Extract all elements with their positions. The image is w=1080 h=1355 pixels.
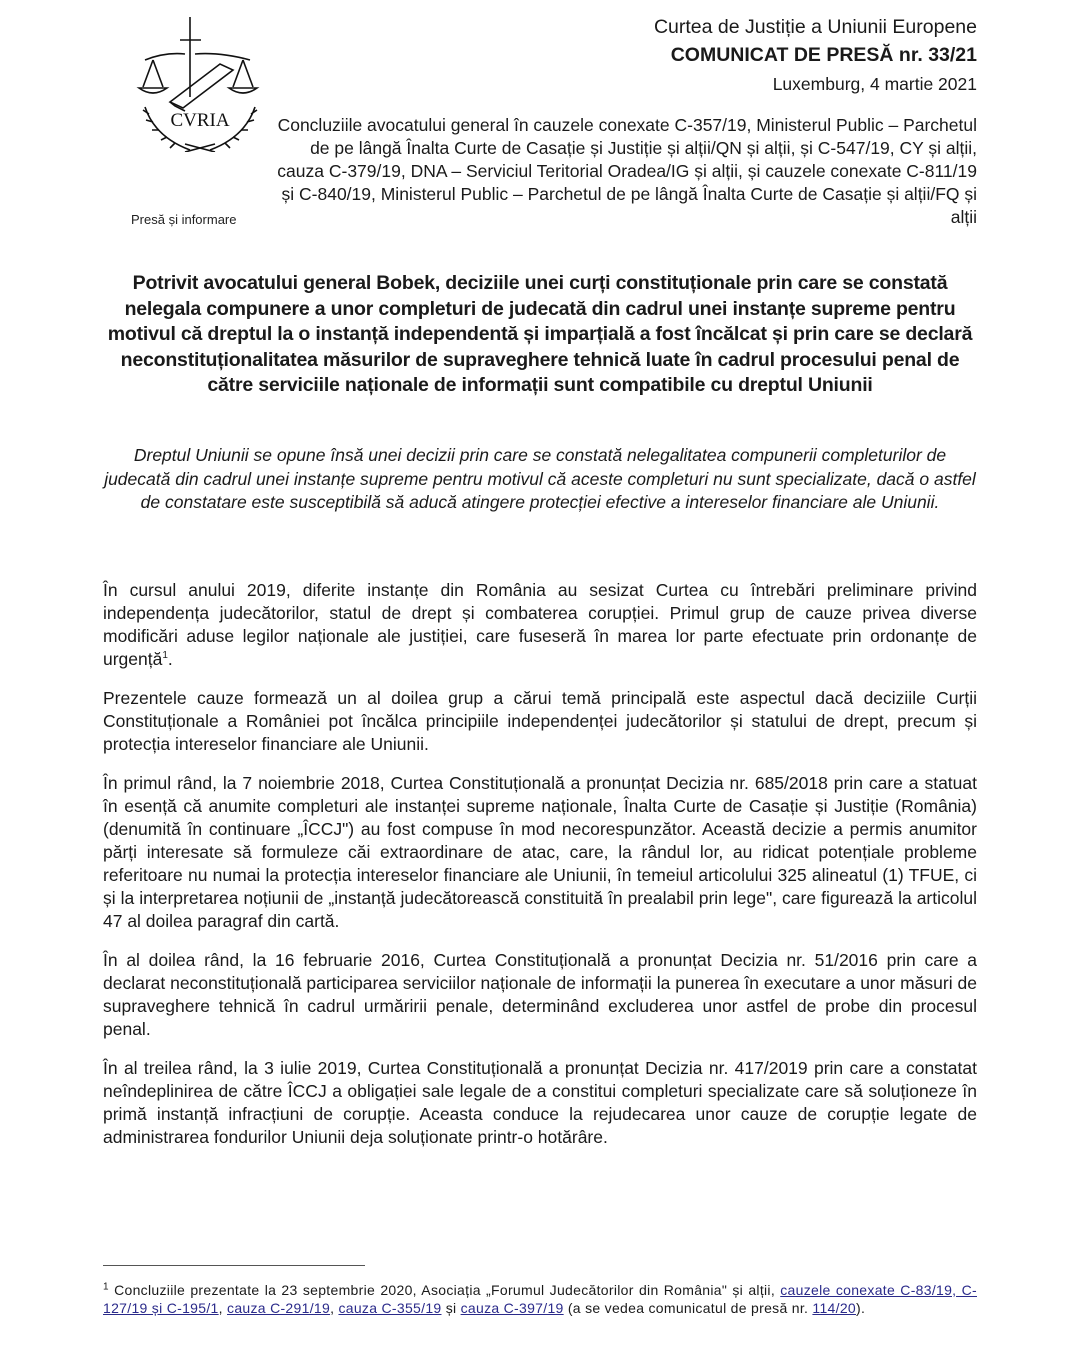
link-case-c291[interactable]: cauza C-291/19 — [227, 1300, 331, 1316]
paragraph-2: Prezentele cauze formează un al doilea grup a cărui temă principală este aspectul dacă deciziile Curții Constituționale a României pot încălca principiile independenței judecătorilor și statului de drept, precum și protecția intereselor financiare ale Uniunii. — [103, 688, 977, 754]
svg-text:CVRIA: CVRIA — [170, 110, 230, 131]
link-case-c397[interactable]: cauza C-397/19 — [460, 1300, 564, 1316]
footnote-ref[interactable]: 1 — [162, 650, 168, 662]
page-subtitle: Dreptul Uniunii se opune însă unei decizii prin care se constată nelegalitatea compunerii completurilor de judecată din cadrul unei instanțe supreme pentru motivul că aceste completuri nu sunt specializate, dacă o astfel de constatare este susceptibilă să aducă atingere protecției efective a intereselor financiare ale Uniunii. — [104, 445, 976, 512]
link-case-c355[interactable]: cauza C-355/19 — [338, 1300, 442, 1316]
court-name: Curtea de Justiție a Uniunii Europene — [653, 16, 977, 38]
case-references: Concluziile avocatului general în cauzele conexate C-357/19, Ministerul Public – Parchetul de pe lângă Înalta Curte de Casație și Justiție și alții/QN și alții, și C-547/19, CY și alții, cauza C-379/19, DNA – Serviciul Teritorial Oradea/IG și alții, și cauzele conexate C-811/19 și C-840/19, Ministerul Public – Parchetul de pe lângă Înalta Curte de Casație și alții/FQ și alții — [277, 115, 977, 227]
department-label: Presă și informare — [131, 212, 237, 227]
communique-number: COMUNICAT DE PRESĂ nr. 33/21 — [670, 44, 977, 66]
paragraph-4: În al doilea rând, la 16 februarie 2016, Curtea Constituțională a pronunțat Decizia nr. 51/2016 prin care a declarat neconstituțională participarea serviciilor naționale de informații la punerea în executare a unor măsuri de supraveghere tehnică în cadrul urmăririi penale, determinând excluderea unor astfel de probe din procesul penal. — [103, 950, 977, 1039]
document-body — [103, 579, 977, 1165]
paragraph-3: În primul rând, la 7 noiembrie 2018, Curtea Constituțională a pronunțat Decizia nr. 685/2018 prin care a statuat în esență că anumite completuri ale instanței supreme naționale, Înalta Curte de Casație și Justiție (România) (denumită în continuare „ÎCCJ") au fost compuse în mod necorespunzător. Această decizie a permis anumitor părți interesate să formuleze căi extraordinare de atac, care, la rândul lor, au ridicat potențiale probleme referitoare nu numai la protecția intereselor financiare ale Uniunii, în temeiul articolului 325 alineatul (1) TFUE, ci și la interpretarea noțiunii de „instanță judecătorească constituită în prealabil prin lege", care figurează la articolul 47 al doilea paragraf din cartă. — [103, 773, 977, 931]
paragraph-5: În al treilea rând, la 3 iulie 2019, Curtea Constituțională a pronunțat Decizia nr. 417/2019 prin care a constatat neîndeplinirea de către ÎCCJ a obligației sale legale de a constitui completuri specializate care să soluționeze în primă instanță infracțiuni de corupție. Aceasta conduce la rejudecarea unor cauze de corupție legate de administrarea fondurilor Uniunii deja soluționate printr-o hotărâre. — [103, 1058, 977, 1147]
link-press-release-114[interactable]: 114/20 — [812, 1300, 856, 1316]
footnote-number: 1 — [103, 1281, 109, 1293]
footnote-divider — [103, 1265, 365, 1266]
link-joined-cases[interactable]: cauzele conexate C-83/19, C-127/19 și C-195/1 — [103, 1282, 977, 1316]
cvria-logo — [135, 12, 265, 152]
footnote: $^1$ Concluziile prezentate la 23 septembrie 2020, Asociația „Forumul Judecătorilor din România" și alții, cauzele conexate C-83/19, C-127/19 și C-195/1, cauza C-291/19, cauza C-355/19 și cauza C-397/19 (a se vedea comunicatul de presă nr. 114/20). — [103, 1281, 977, 1316]
paragraph-1: În cursul anului 2019, diferite instanțe din România au sesizat Curtea cu întrebări preliminare privind independența judecătorilor, statul de drept și combaterea corupției. Primul grup de cauze privea diverse modificări aduse legilor naționale ale justiției, care fuseseră în marea lor parte efectuate prin ordonanțe de urgență$^1$. — [103, 580, 977, 669]
scales-of-justice-icon — [135, 12, 265, 152]
place-date: Luxemburg, 4 martie 2021 — [772, 74, 977, 94]
page-title: Potrivit avocatului general Bobek, deciziile unei curți constituționale prin care se constată nelegala compunere a unor completuri de judecată din cadrul unei instanțe supreme pentru motivul că dreptul la o instanță independentă și imparțială a fost încălcat și prin care se declară neconstituționalitatea măsurilor de supraveghere tehnică luate în cadrul procesului penal de către serviciile naționale de informații sunt compatibile cu dreptul Uniunii — [107, 272, 973, 396]
press-release-header — [654, 14, 977, 98]
